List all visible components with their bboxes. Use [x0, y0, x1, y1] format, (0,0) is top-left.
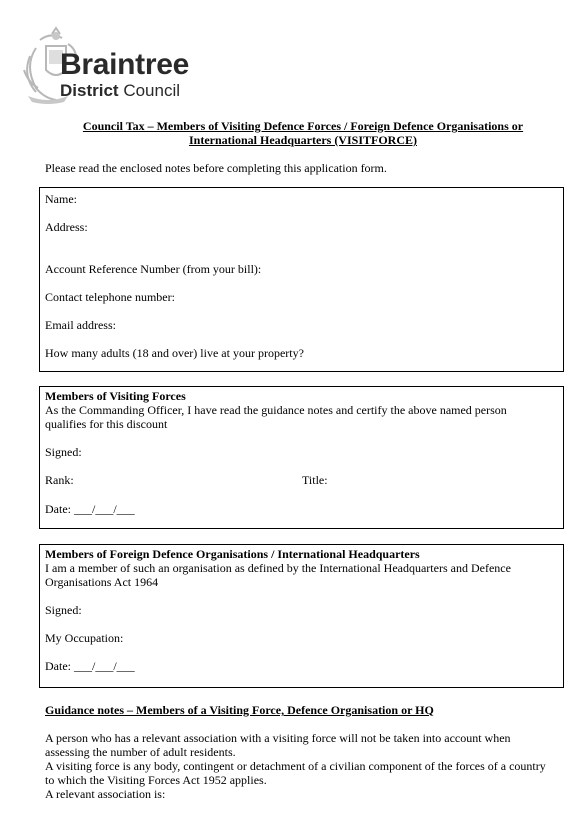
adults-field[interactable]: How many adults (18 and over) live at your property?	[45, 346, 304, 360]
guidance-p1-line1: A person who has a relevant association with a visiting force will not be taken into account when	[45, 731, 511, 745]
guidance-p1-line2: assessing the number of adult residents.	[45, 745, 236, 759]
account-ref-field[interactable]: Account Reference Number (from your bill):	[45, 262, 262, 276]
foreign-orgs-line1: I am a member of such an organisation as defined by the International Headquarters and Defence	[45, 561, 511, 575]
guidance-p2-line2: to which the Visiting Forces Act 1952 applies.	[45, 773, 267, 787]
foreign-orgs-heading: Members of Foreign Defence Organisations / International Headquarters	[45, 547, 420, 561]
visiting-forces-line1: As the Commanding Officer, I have read the guidance notes and certify the above named person	[45, 403, 507, 417]
vf-date-field[interactable]: Date: ___/___/___	[45, 502, 135, 516]
brand-district: District	[60, 81, 119, 100]
form-title-line2: International Headquarters (VISITFORCE)	[188, 133, 417, 147]
guidance-heading: Guidance notes – Members of a Visiting Force, Defence Organisation or HQ	[45, 703, 434, 717]
vf-signed-field[interactable]: Signed:	[45, 445, 82, 459]
vf-rank-field[interactable]: Rank:	[45, 473, 74, 487]
brand-name: Braintree	[60, 48, 190, 81]
phone-field[interactable]: Contact telephone number:	[45, 290, 175, 304]
visiting-forces-line2: qualifies for this discount	[45, 417, 168, 431]
council-logo	[16, 26, 216, 106]
fo-signed-field[interactable]: Signed:	[45, 603, 82, 617]
brand-council: Council	[123, 81, 181, 100]
visiting-forces-heading: Members of Visiting Forces	[45, 389, 186, 403]
form-title-line1: Council Tax – Members of Visiting Defence Forces / Foreign Defence Organisations or	[82, 119, 524, 133]
foreign-orgs-line2: Organisations Act 1964	[45, 575, 159, 589]
name-field[interactable]: Name:	[45, 192, 77, 206]
form-title	[40, 119, 566, 147]
brand-subtitle	[60, 82, 180, 100]
address-field[interactable]: Address:	[45, 220, 88, 234]
guidance-p3: A relevant association is:	[45, 787, 166, 801]
vf-title-field[interactable]: Title:	[302, 473, 328, 487]
guidance-p2-line1: A visiting force is any body, contingent or detachment of a civilian component of the forces of a country	[45, 759, 546, 773]
intro-text: Please read the enclosed notes before completing this application form.	[45, 161, 387, 175]
fo-date-field[interactable]: Date: ___/___/___	[45, 659, 135, 673]
email-field[interactable]: Email address:	[45, 318, 116, 332]
fo-occupation-field[interactable]: My Occupation:	[45, 631, 124, 645]
applicant-details-box	[39, 187, 564, 372]
